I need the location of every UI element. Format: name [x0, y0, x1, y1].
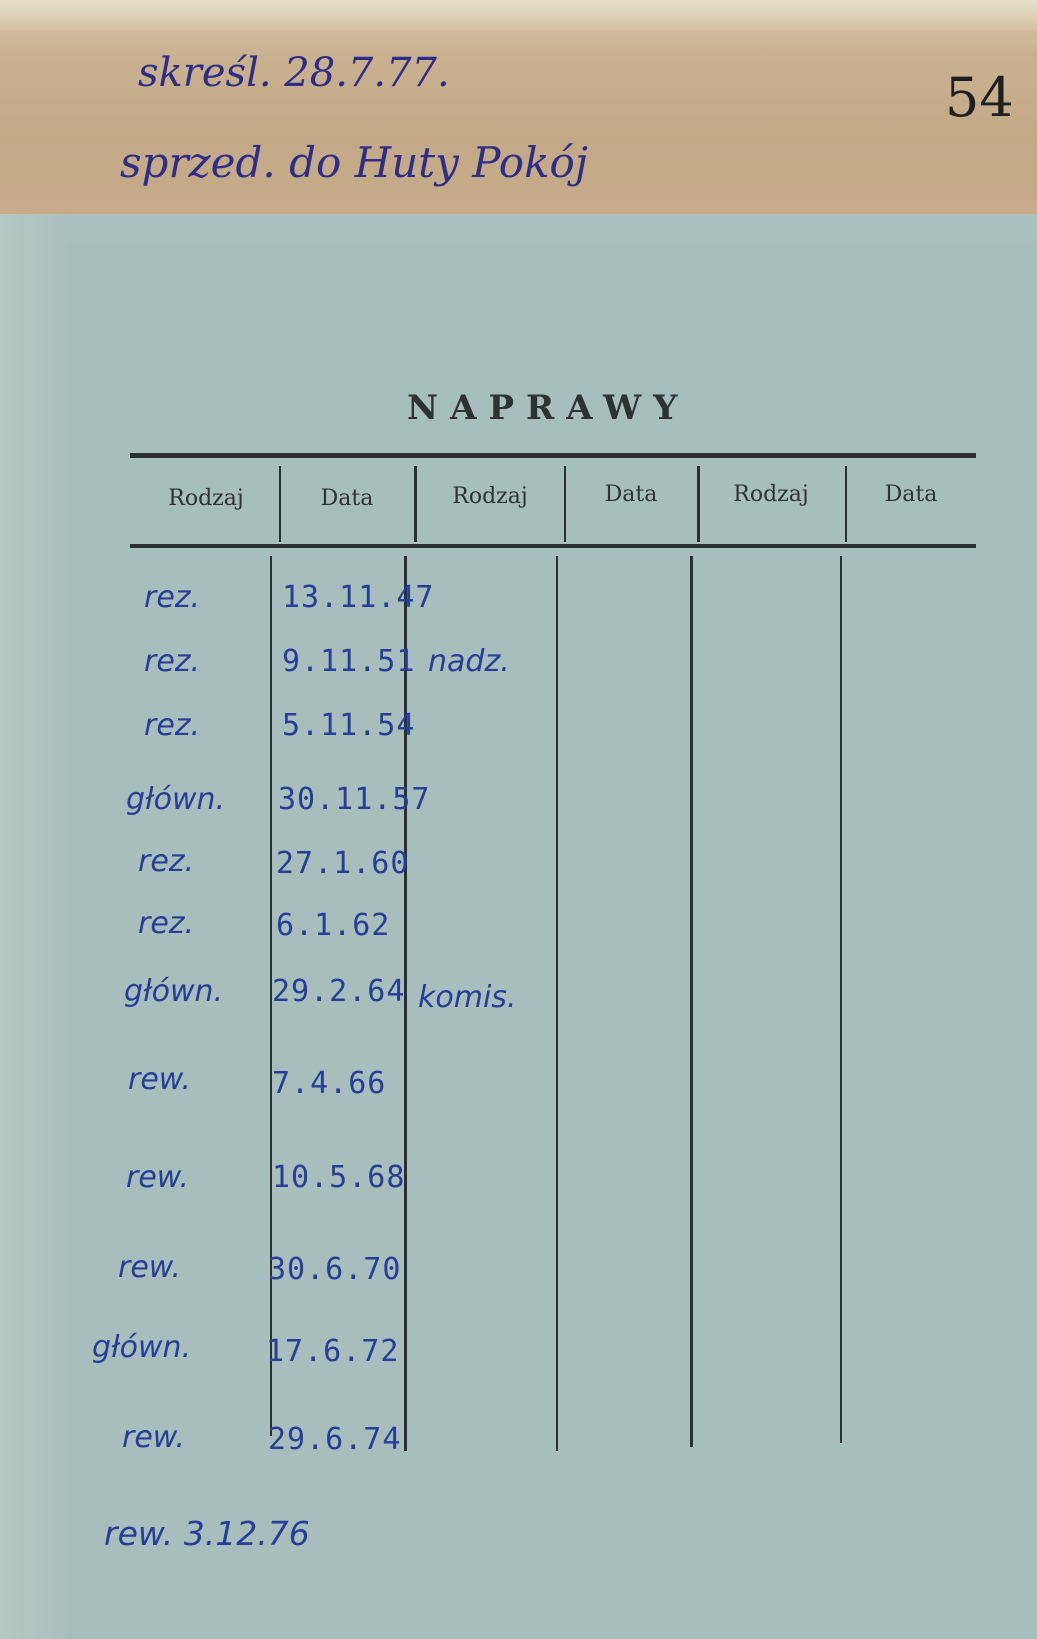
page-number: 54 [945, 66, 1014, 129]
row-11-date: 17.6.72 [266, 1334, 400, 1369]
row-2-note: nadz. [428, 644, 510, 679]
header-data-3: Data [884, 482, 938, 507]
column-divider-4-body [690, 556, 693, 1447]
column-divider-5-body [840, 556, 842, 1443]
card-title: NAPRAWY [407, 388, 690, 428]
row-3-kind: rez. [144, 708, 201, 743]
handwritten-note-deleted: skreśl. 28.7.77. [138, 50, 450, 96]
row-3-date: 5.11.54 [282, 708, 416, 743]
row-5-kind: rez. [138, 844, 195, 879]
column-divider-3-body [556, 556, 558, 1451]
row-5-date: 27.1.60 [276, 846, 410, 881]
row-7-note: komis. [418, 980, 517, 1015]
row-10-date: 30.6.70 [268, 1252, 402, 1287]
row-8-kind: rew. [128, 1062, 191, 1097]
row-12-kind: rew. [122, 1420, 185, 1455]
row-7-date: 29.2.64 [272, 974, 406, 1009]
row-11-kind: główn. [92, 1330, 192, 1365]
row-1-date: 13.11.47 [282, 580, 435, 615]
header-bottom-rule [130, 544, 976, 548]
row-4-kind: główn. [126, 782, 226, 817]
header-rodzaj-1: Rodzaj [168, 486, 244, 511]
last-entry: rew. 3.12.76 [104, 1514, 310, 1553]
handwritten-note-sold: sprzed. do Huty Pokój [120, 138, 588, 187]
row-9-date: 10.5.68 [272, 1160, 406, 1195]
strip-torn-edge [0, 0, 1037, 30]
column-divider-2 [414, 466, 417, 542]
row-6-date: 6.1.62 [276, 908, 391, 943]
header-rodzaj-2: Rodzaj [452, 484, 528, 509]
row-4-date: 30.11.57 [278, 782, 431, 817]
header-data-2: Data [604, 482, 658, 507]
row-6-kind: rez. [138, 906, 195, 941]
row-12-date: 29.6.74 [268, 1422, 402, 1457]
header-rodzaj-3: Rodzaj [733, 482, 809, 507]
row-2-kind: rez. [144, 644, 201, 679]
row-2-date: 9.11.51 [282, 644, 416, 679]
row-9-kind: rew. [126, 1160, 189, 1195]
row-8-date: 7.4.66 [272, 1066, 387, 1101]
column-divider-3 [564, 466, 566, 542]
row-7-kind: główn. [124, 974, 224, 1009]
row-10-kind: rew. [118, 1250, 181, 1285]
header-top-rule [130, 453, 976, 458]
card-left-margin [0, 214, 70, 1639]
header-data-1: Data [320, 486, 374, 511]
column-divider-1 [279, 466, 281, 542]
top-paper-strip [0, 0, 1037, 222]
row-1-kind: rez. [144, 580, 201, 615]
